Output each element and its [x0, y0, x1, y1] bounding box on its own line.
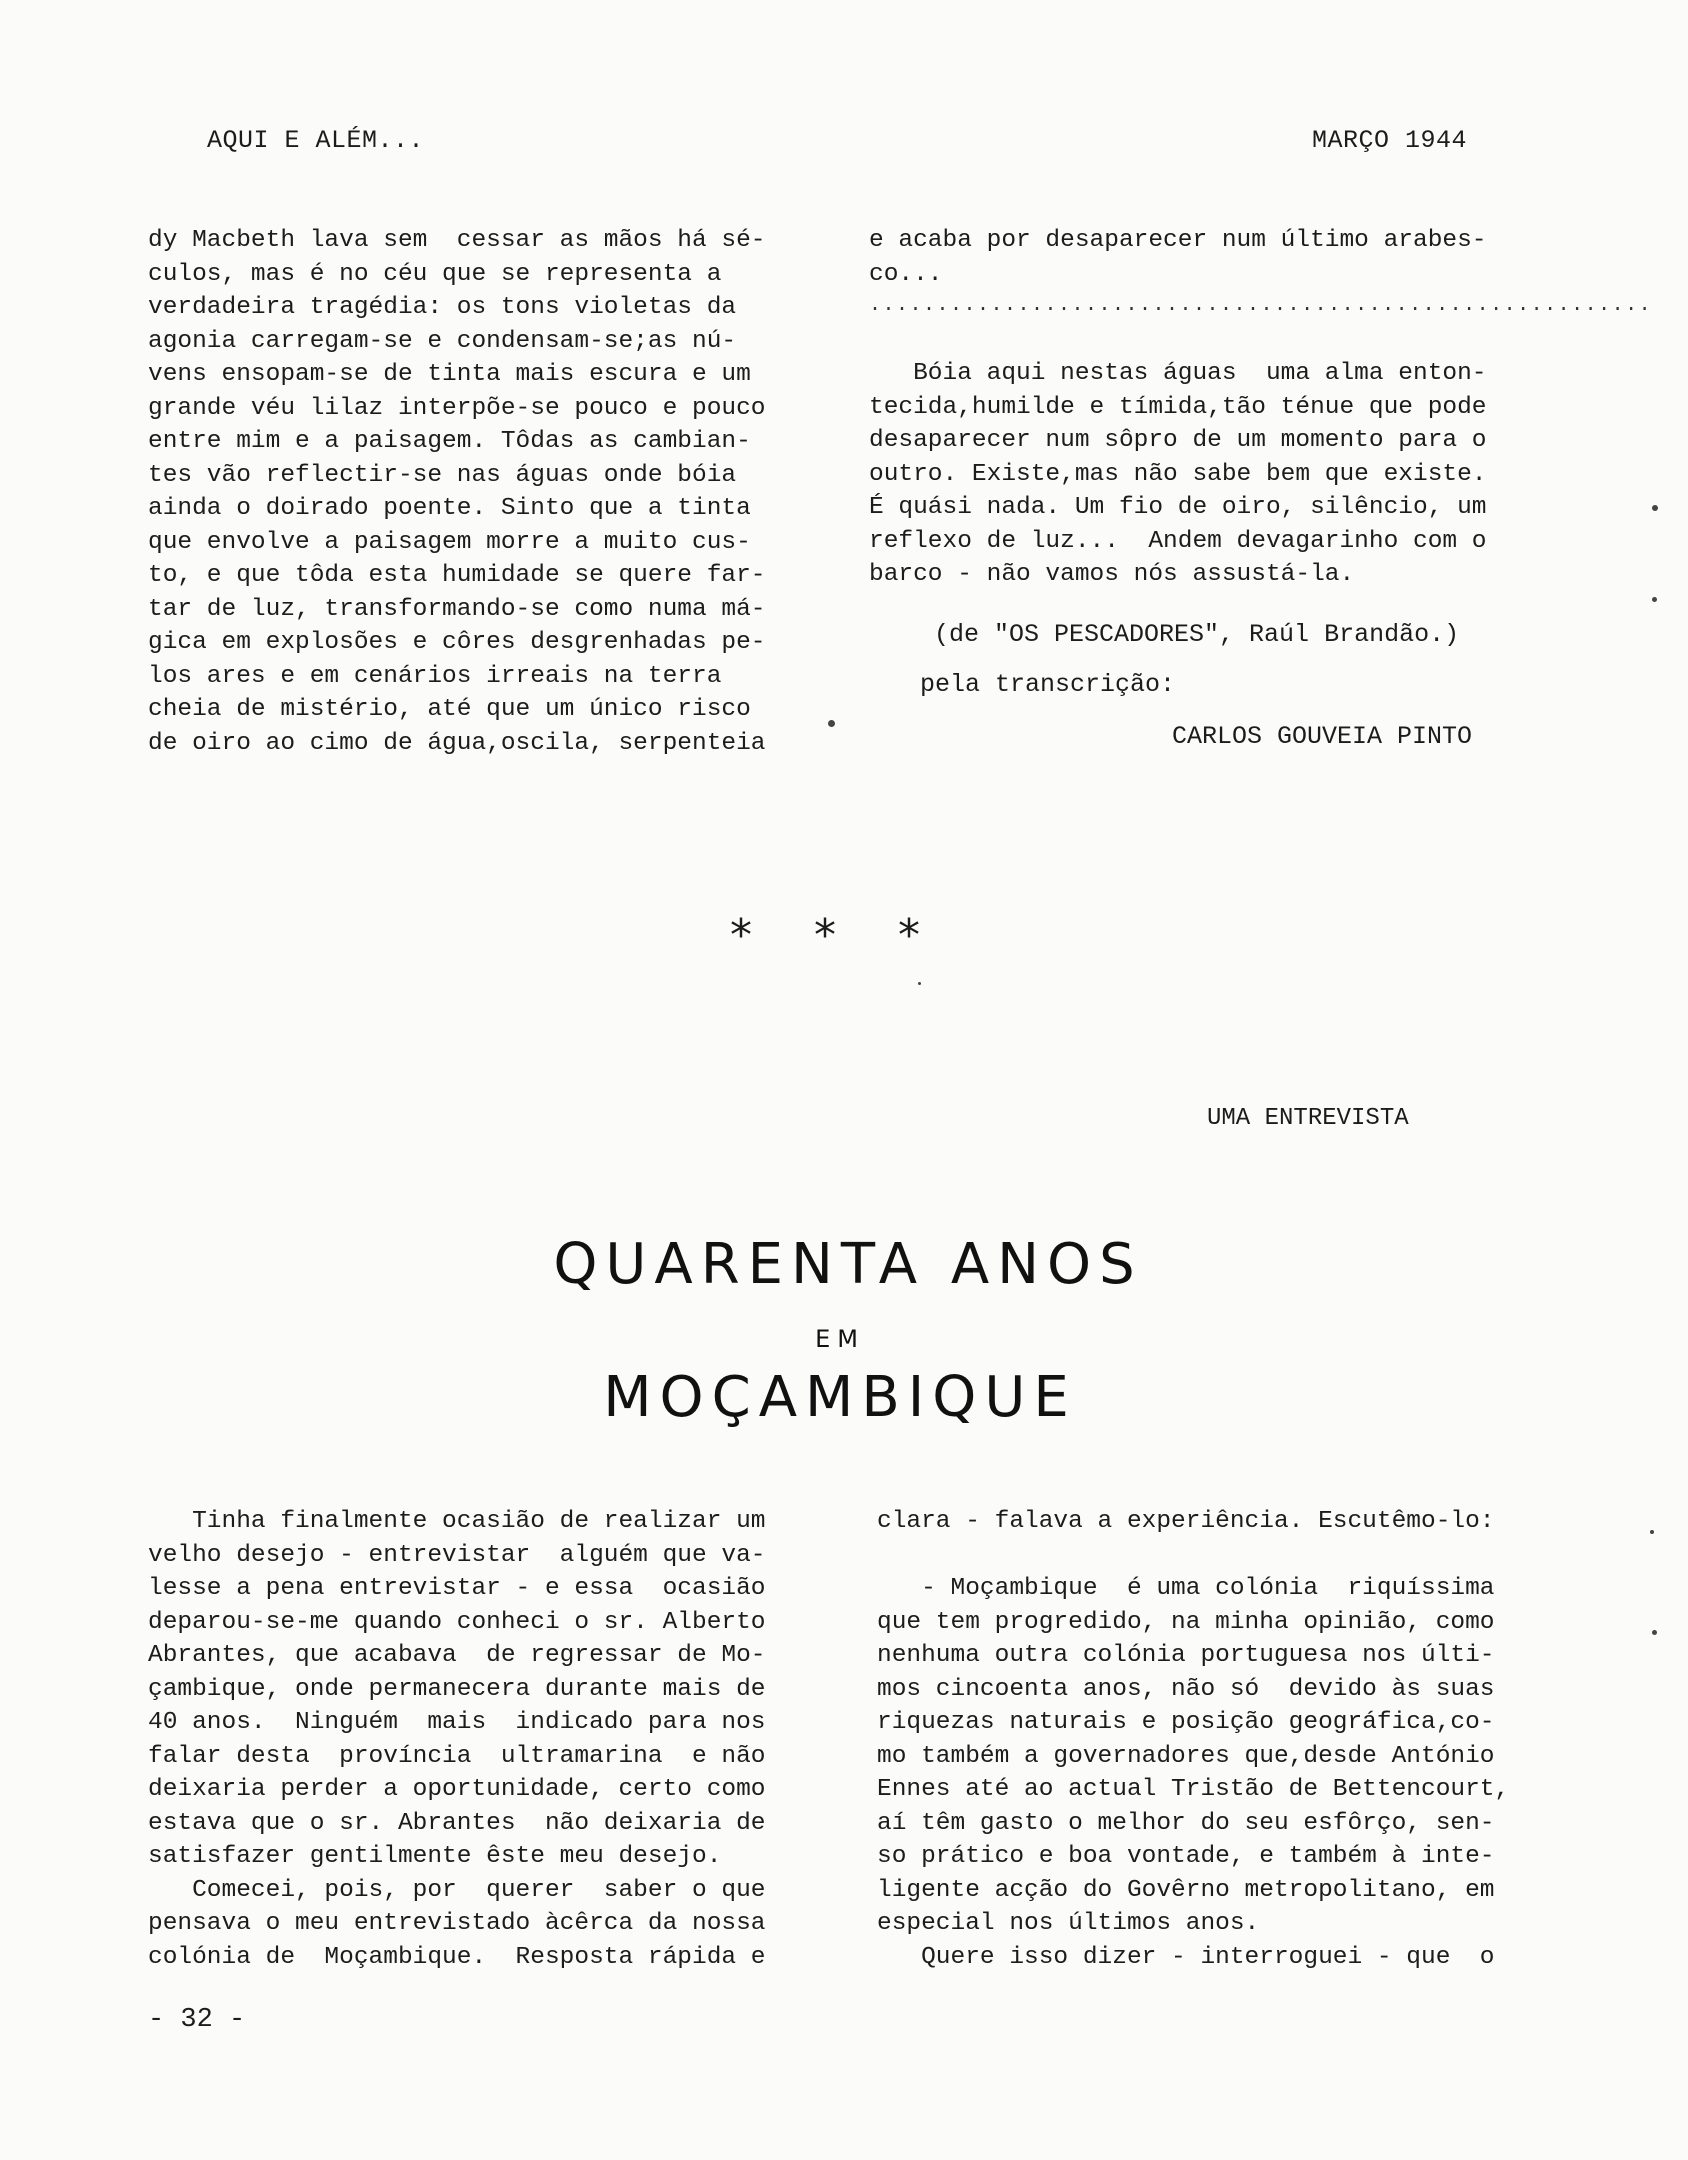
article2-left-column [148, 1505, 816, 1974]
text-line: barco - não vamos nós assustá-la. [869, 561, 1355, 588]
text-line: mo também a governadores que,desde António [877, 1742, 1495, 1770]
text-line: estava que o sr. Abrantes não deixaria de [148, 1809, 766, 1837]
text-line: tar de luz, transformando-se como numa má- [148, 595, 766, 623]
text-line: los ares e em cenários irreais na terra [148, 662, 722, 690]
text-line: especial nos últimos anos. [877, 1910, 1260, 1937]
text-line: aí têm gasto o melhor do seu esfôrço, sen- [877, 1809, 1495, 1837]
text-line: so prático e boa vontade, e também à inte- [877, 1843, 1495, 1870]
text-line: agonia carregam-se e condensam-se;as nú- [148, 327, 737, 355]
text-line: cheia de mistério, até que um único risco [148, 696, 751, 723]
text-line: lesse a pena entrevistar - e essa ocasião [148, 1575, 766, 1602]
article-title-line3: MOÇAMBIQUE [603, 1365, 1077, 1430]
text-line: deparou-se-me quando conheci o sr. Alberto [148, 1608, 766, 1636]
running-header-title: AQUI E ALÉM... [207, 126, 425, 155]
text-line: co... [869, 260, 943, 288]
text-line: to, e que tôda esta humidade se quere far- [148, 562, 766, 589]
text-line: mos cincoenta anos, não só devido às suas [877, 1675, 1495, 1703]
article-title-line1: QUARENTA ANOS [553, 1232, 1143, 1297]
article-kicker: UMA ENTREVISTA [1207, 1105, 1409, 1132]
page-number: - 32 - [148, 2005, 246, 2035]
text-line: outro. Existe,mas não sabe bem que existe. [869, 460, 1487, 488]
article-title-line2: EM [815, 1325, 865, 1353]
text-line: reflexo de luz... Andem devagarinho com o [869, 527, 1487, 555]
running-header-date: MARÇO 1944 [1312, 126, 1468, 155]
text-line: riquezas naturais e posição geográfica,co- [877, 1709, 1495, 1736]
text-line: que tem progredido, na minha opinião, como [877, 1608, 1495, 1636]
article1-right-column-paragraph [869, 357, 1537, 592]
text-line: Tinha finalmente ocasião de realizar um [148, 1508, 766, 1535]
ink-speck [1650, 1530, 1654, 1534]
text-line: Bóia aqui nestas águas uma alma enton- [869, 360, 1487, 387]
text-line: que envolve a paisagem morre a muito cus- [148, 528, 751, 556]
ink-speck [1652, 505, 1658, 511]
text-line: satisfazer gentilmente êste meu desejo. [148, 1843, 722, 1870]
source-citation: (de "OS PESCADORES", Raúl Brandão.) [934, 620, 1460, 649]
ink-speck [918, 982, 921, 985]
ink-speck [828, 720, 835, 727]
text-line: grande véu lilaz interpõe-se pouco e pouco [148, 394, 766, 422]
text-line: vens ensopam-se de tinta mais escura e um [148, 361, 751, 388]
transcription-label: pela transcrição: [920, 670, 1176, 699]
text-line: entre mim e a paisagem. Tôdas as cambian- [148, 428, 751, 455]
text-line: desaparecer num sôpro de um momento para o [869, 427, 1487, 454]
article2-right-column [877, 1505, 1545, 1974]
text-line: clara - falava a experiência. Escutêmo-lo: [877, 1508, 1495, 1535]
text-line: tecida,humilde e tímida,tão ténue que pode [869, 393, 1487, 421]
text-line: 40 anos. Ninguém mais indicado para nos [148, 1709, 766, 1736]
text-line [877, 1539, 1545, 1573]
text-line: - Moçambique é uma colónia riquíssima [877, 1575, 1495, 1602]
text-line: ligente acção do Govêrno metropolitano, em [877, 1876, 1495, 1904]
text-line: culos, mas é no céu que se representa a [148, 260, 722, 288]
text-line: dy Macbeth lava sem cessar as mãos há sé- [148, 227, 766, 254]
text-line: colónia de Moçambique. Resposta rápida e [148, 1943, 766, 1971]
text-line: nenhuma outra colónia portuguesa nos últi- [877, 1642, 1495, 1669]
text-line: Quere isso dizer - interroguei - que o [877, 1943, 1495, 1971]
text-line: Ennes até ao actual Tristão de Bettencourt, [877, 1776, 1510, 1803]
text-line: de oiro ao cimo de água,oscila, serpenteia [148, 729, 766, 757]
article1-right-column-top [869, 224, 1537, 291]
text-line: Comecei, pois, por querer saber o que [148, 1876, 766, 1904]
text-line: verdadeira tragédia: os tons violetas da [148, 294, 737, 321]
article1-left-column [148, 224, 816, 760]
section-separator-stars: * * * [730, 910, 944, 961]
text-line: Abrantes, que acabava de regressar de Mo- [148, 1642, 766, 1669]
text-line: tes vão reflectir-se nas águas onde bóia [148, 461, 737, 489]
dotted-separator: .......................................................... [869, 294, 1653, 317]
author-name: CARLOS GOUVEIA PINTO [1172, 722, 1473, 751]
text-line: É quási nada. Um fio de oiro, silêncio, um [869, 494, 1487, 521]
text-line: pensava o meu entrevistado àcêrca da nossa [148, 1910, 766, 1937]
ink-speck [1652, 1630, 1657, 1635]
text-line: falar desta província ultramarina e não [148, 1742, 766, 1770]
text-line: gica em explosões e côres desgrenhadas pe- [148, 629, 766, 656]
text-line: deixaria perder a oportunidade, certo como [148, 1776, 766, 1803]
text-line: e acaba por desaparecer num último arabes- [869, 227, 1487, 254]
text-line: ainda o doirado poente. Sinto que a tinta [148, 495, 751, 522]
text-line: velho desejo - entrevistar alguém que va- [148, 1541, 766, 1569]
ink-speck [1652, 597, 1657, 602]
text-line: çambique, onde permanecera durante mais de [148, 1675, 766, 1703]
